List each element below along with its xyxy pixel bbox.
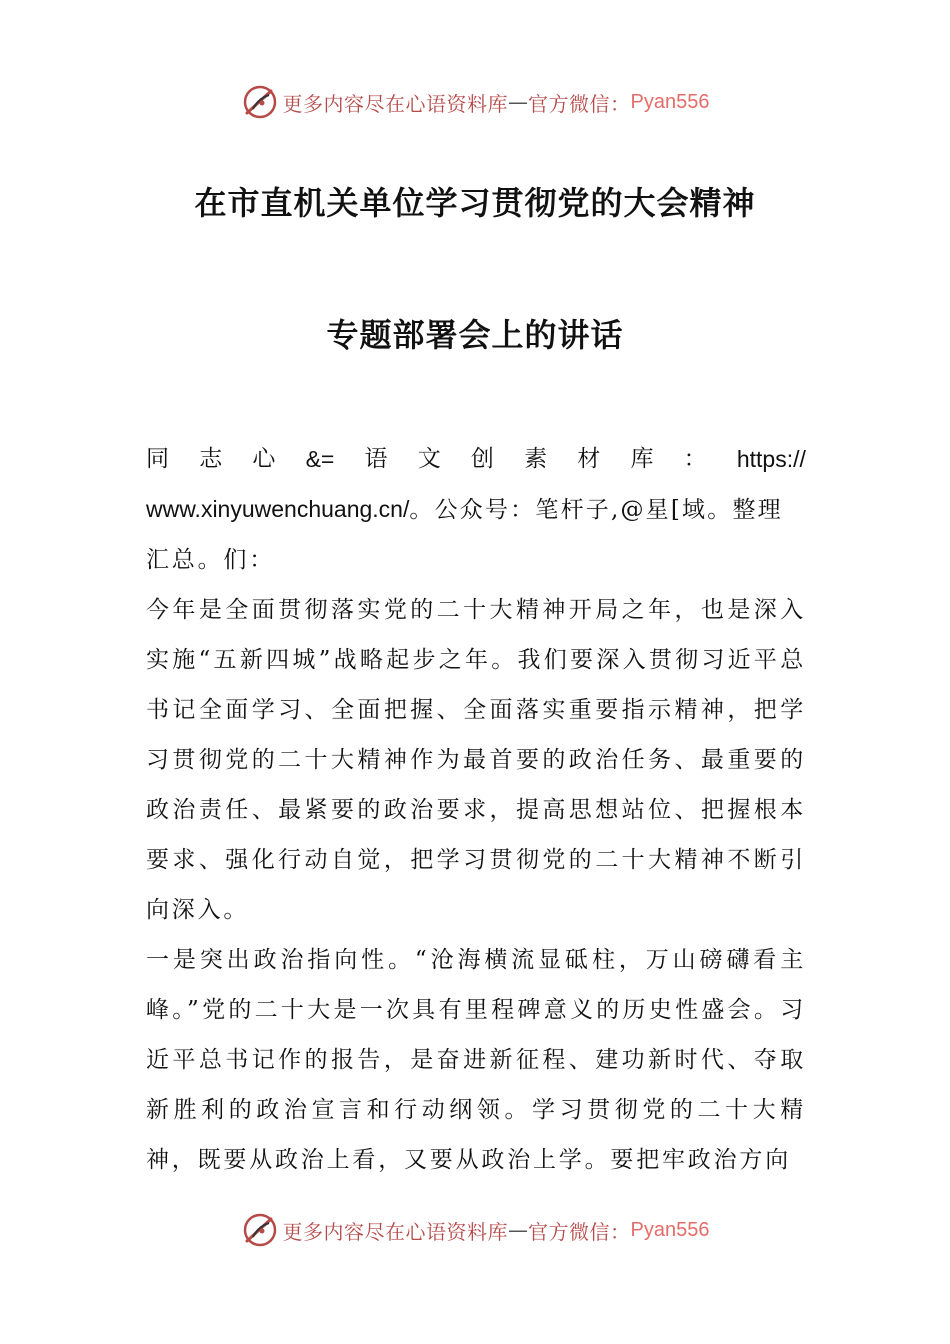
banner-label: 官方微信：	[528, 91, 631, 116]
document-title-line-2: 专题部署会上的讲话	[326, 316, 624, 354]
greeting-char: ：	[683, 446, 707, 472]
greeting-url-part: https://	[736, 446, 806, 472]
banner-handle: Pyan556	[630, 90, 710, 113]
greeting-char: 材	[577, 446, 601, 472]
greeting-line-1	[146, 434, 806, 484]
banner-text: 更多内容尽在心语资料库	[282, 91, 509, 116]
banner-handle: Pyan556	[630, 1218, 710, 1241]
banner-label: 官方微信：	[528, 1219, 631, 1244]
greeting-line-2	[146, 484, 806, 535]
greeting-url: www.xinyuwenchuang.cn/	[146, 496, 410, 522]
banner-separator: —	[508, 90, 529, 114]
document-body	[146, 434, 806, 1185]
banner-separator: —	[508, 1218, 529, 1242]
header-banner	[0, 80, 950, 124]
greeting-char: 库	[630, 446, 654, 472]
greeting-after-url: 。公众号：笔杆子,@星[域。整理	[409, 497, 783, 523]
greeting-char: 文	[417, 446, 441, 472]
greeting-line-3: 汇总。们：	[146, 547, 275, 573]
paragraph-2: 一是突出政治指向性。“沧海横流显砥柱，万山磅礴看主峰。”党的二十大是一次具有里程碑意义的历史性盛会。习近平总书记作的报告，是奋进新征程、建功新时代、夺取新胜利的政治宣言和行动纲领。学习贯彻党的二十大精神，既要从政治上看，又要从政治上学。要把牢政治方向	[146, 947, 806, 1173]
paragraph-1: 今年是全面贯彻落实党的二十大精神开局之年，也是深入实施“五新四城”战略起步之年。我们要深入贯彻习近平总书记全面学习、全面把握、全面落实重要指示精神，把学习贯彻党的二十大精神作为最首要的政治任务、最重要的政治责任、最紧要的政治要求，提高思想站位、把握根本要求、强化行动自觉，把学习贯彻党的二十大精神不断引向深入。	[146, 597, 806, 923]
greeting-char: 素	[524, 446, 548, 472]
greeting-char: 同	[146, 446, 169, 472]
greeting-char: 创	[470, 446, 494, 472]
footer-banner	[0, 1208, 950, 1252]
document-title-line-1: 在市直机关单位学习贯彻党的大会精神	[194, 184, 756, 222]
greeting-char: 志	[199, 446, 223, 472]
greeting-char: 心	[252, 446, 276, 472]
pen-logo-icon	[241, 83, 279, 121]
greeting-char: 语	[364, 446, 388, 472]
pen-logo-icon	[241, 1211, 279, 1249]
greeting-char: &=	[305, 446, 335, 472]
banner-text: 更多内容尽在心语资料库	[282, 1219, 509, 1244]
